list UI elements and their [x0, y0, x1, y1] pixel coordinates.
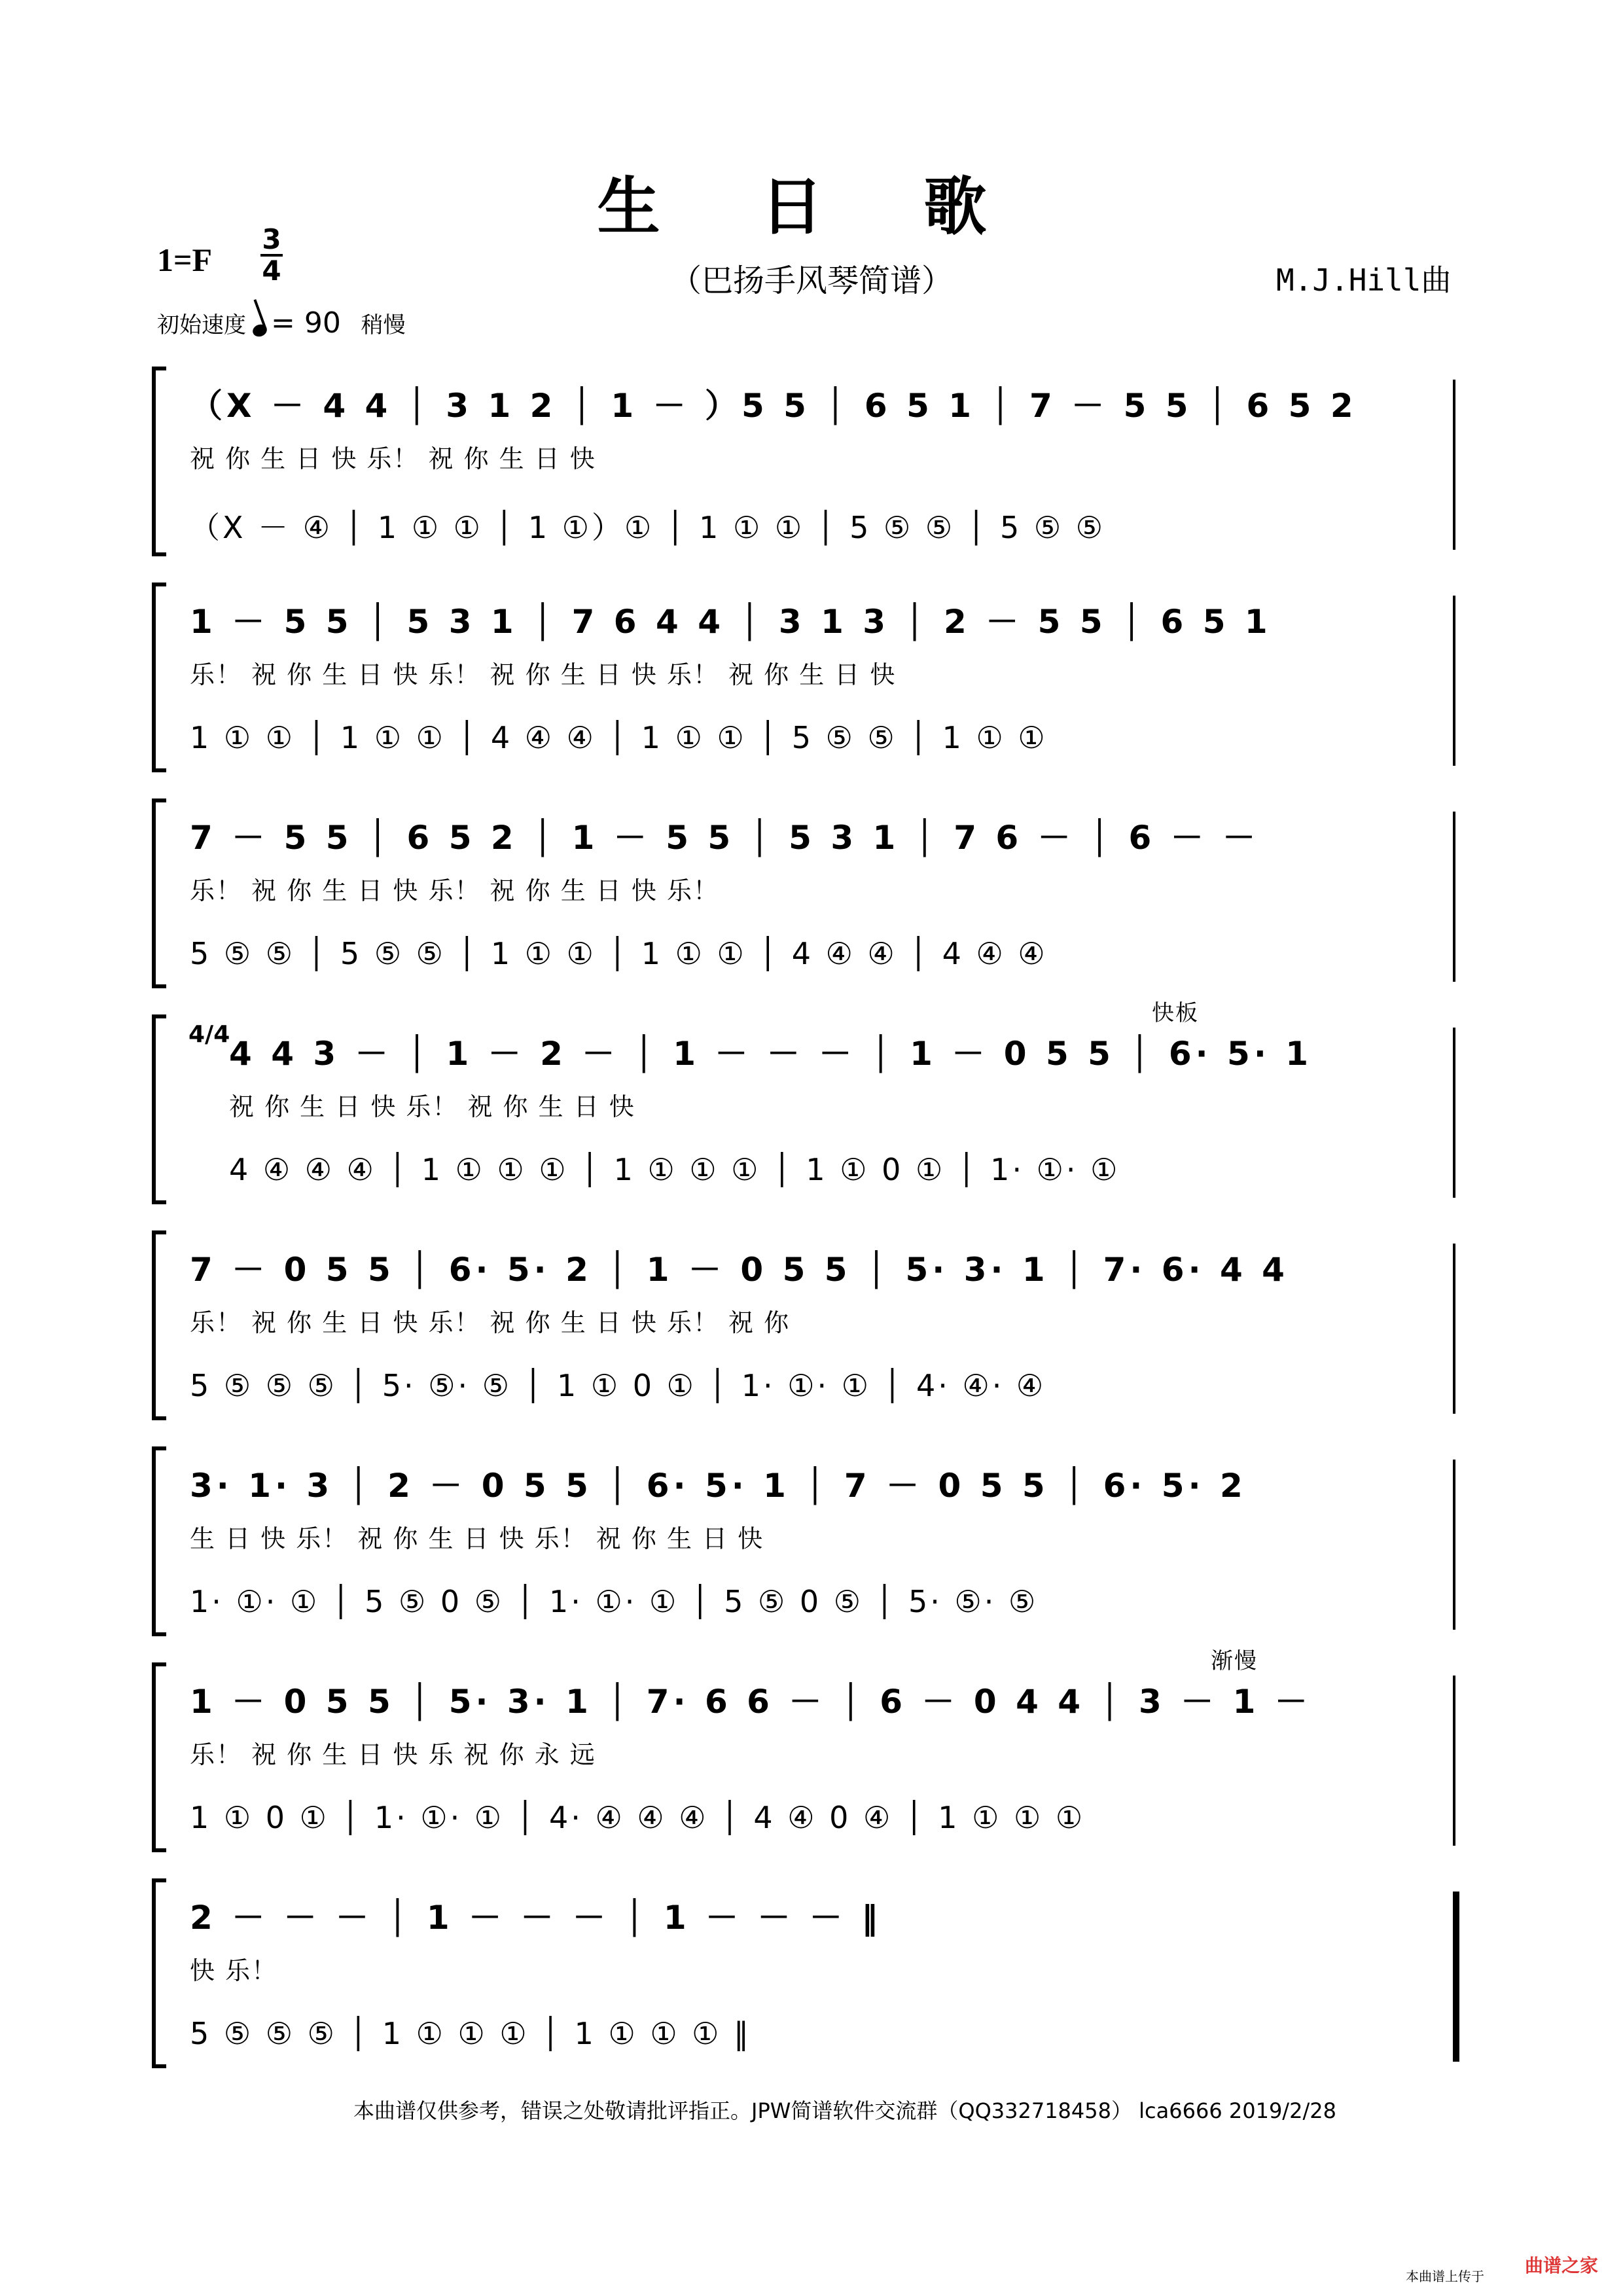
- lyrics-line: 乐！ 祝 你 生 日 快 乐！ 祝 你 生 日 快 乐！ 祝 你: [190, 1308, 791, 1337]
- time-sig-bottom: 4: [262, 255, 281, 287]
- lyrics-line: 乐！ 祝 你 生 日 快 乐！ 祝 你 生 日 快 乐！: [190, 876, 719, 905]
- time-sig-top: 3: [262, 223, 281, 255]
- barline: [1453, 812, 1455, 982]
- melody-line: 7 － 5 5 │ 6 5 2 │ 1 － 5 5 │ 5 3 1 │ 7 6 － │ 6 － －: [190, 819, 1260, 857]
- barline: [1453, 1460, 1455, 1630]
- accompaniment-line: （X － ④ │ 1 ① ① │ 1 ①）① │ 1 ① ① │ 5 ⑤ ⑤ │ 5 ⑤ ⑤: [190, 510, 1106, 545]
- accompaniment-line: 1 ① 0 ① │ 1· ①· ① │ 4· ④ ④ ④ │ 4 ④ 0 ④ │ 1 ① ① ①: [190, 1800, 1086, 1835]
- time-signature-change: 4/4: [188, 1021, 230, 1048]
- system-brace: [152, 1446, 162, 1636]
- upload-note: 本曲谱上传于: [1406, 2269, 1484, 2284]
- system-brace: [152, 1662, 162, 1852]
- composer: M.J.Hill曲: [1276, 262, 1452, 298]
- barline: [1453, 1676, 1455, 1846]
- accompaniment-line: 5 ⑤ ⑤ ⑤ │ 1 ① ① ① │ 1 ① ① ① ‖: [190, 2016, 752, 2051]
- tempo-marking: [157, 306, 406, 340]
- page-title: 生 日 歌: [597, 170, 1026, 243]
- footer-note: 本曲谱仅供参考，错误之处敬请批评指正。JPW简谱软件交流群（QQ332718458） lca6666 2019/2/28: [353, 2098, 1336, 2123]
- quarter-note-icon: [251, 323, 269, 338]
- accompaniment-line: 1 ① ① │ 1 ① ① │ 4 ④ ④ │ 1 ① ① │ 5 ⑤ ⑤ │ 1 ① ①: [190, 720, 1048, 755]
- melody-line: （X － 4 4 │ 3 1 2 │ 1 － ）5 5 │ 6 5 1 │ 7 － 5 5 │ 6 5 2: [190, 387, 1357, 425]
- system-brace: [152, 1230, 162, 1420]
- lyrics-line: 乐！ 祝 你 生 日 快 乐！ 祝 你 生 日 快 乐！ 祝 你 生 日 快: [190, 660, 897, 689]
- barline: [1453, 596, 1455, 766]
- site-logo: 曲谱之家: [1525, 2255, 1599, 2276]
- tempo-label: 初始速度: [157, 312, 246, 338]
- subtitle: （巴扬手风琴简谱）: [669, 262, 953, 299]
- lyrics-line: 乐！ 祝 你 生 日 快 乐 祝 你 永 远: [190, 1740, 596, 1769]
- lyrics-line: 祝 你 生 日 快 乐！ 祝 你 生 日 快: [190, 444, 596, 473]
- system-brace: [152, 583, 162, 772]
- melody-line: 1 － 0 5 5 │ 5· 3· 1 │ 7· 6 6 － │ 6 － 0 4 4 │ 3 － 1 －: [190, 1683, 1311, 1721]
- lyrics-line: 生 日 快 乐！ 祝 你 生 日 快 乐！ 祝 你 生 日 快: [190, 1524, 764, 1553]
- barline: [1453, 1028, 1455, 1198]
- accompaniment-line: 1· ①· ① │ 5 ⑤ 0 ⑤ │ 1· ①· ① │ 5 ⑤ 0 ⑤ │ 5· ⑤· ⑤: [190, 1584, 1039, 1619]
- lyrics-line: 祝 你 生 日 快 乐！ 祝 你 生 日 快: [229, 1092, 635, 1121]
- tempo-value: = 90: [271, 306, 341, 340]
- barline: [1453, 1892, 1459, 2062]
- tempo-change-marking: 渐慢: [1211, 1648, 1258, 1674]
- barline: [1453, 1244, 1455, 1414]
- accompaniment-line: 5 ⑤ ⑤ ⑤ │ 5· ⑤· ⑤ │ 1 ① 0 ① │ 1· ①· ① │ 4· ④· ④: [190, 1368, 1046, 1403]
- melody-line: 1 － 5 5 │ 5 3 1 │ 7 6 4 4 │ 3 1 3 │ 2 － 5 5 │ 6 5 1: [190, 603, 1272, 641]
- barline: [1453, 380, 1455, 550]
- lyrics-line: 快 乐！: [190, 1956, 278, 1985]
- melody-line: 7 － 0 5 5 │ 6· 5· 2 │ 1 － 0 5 5 │ 5· 3· 1 │ 7· 6· 4 4: [190, 1251, 1289, 1289]
- system-brace: [152, 367, 162, 556]
- tempo-change-marking: 快板: [1152, 1000, 1199, 1026]
- tempo-word: 稍慢: [361, 312, 406, 338]
- system-brace: [152, 1878, 162, 2068]
- key-signature: 1=F: [157, 242, 213, 278]
- melody-line: 4 4 3 － │ 1 － 2 － │ 1 － － － │ 1 － 0 5 5 │ 6· 5· 1: [229, 1035, 1313, 1073]
- melody-line: 2 － － － │ 1 － － － │ 1 － － － ‖: [190, 1899, 882, 1937]
- system-brace: [152, 798, 162, 988]
- accompaniment-line: 5 ⑤ ⑤ │ 5 ⑤ ⑤ │ 1 ① ① │ 1 ① ① │ 4 ④ ④ │ 4 ④ ④: [190, 936, 1048, 971]
- system-brace: [152, 1014, 162, 1204]
- melody-line: 3· 1· 3 │ 2 － 0 5 5 │ 6· 5· 1 │ 7 － 0 5 5 │ 6· 5· 2: [190, 1467, 1247, 1505]
- accompaniment-line: 4 ④ ④ ④ │ 1 ① ① ① │ 1 ① ① ① │ 1 ① 0 ① │ 1· ①· ①: [229, 1152, 1120, 1187]
